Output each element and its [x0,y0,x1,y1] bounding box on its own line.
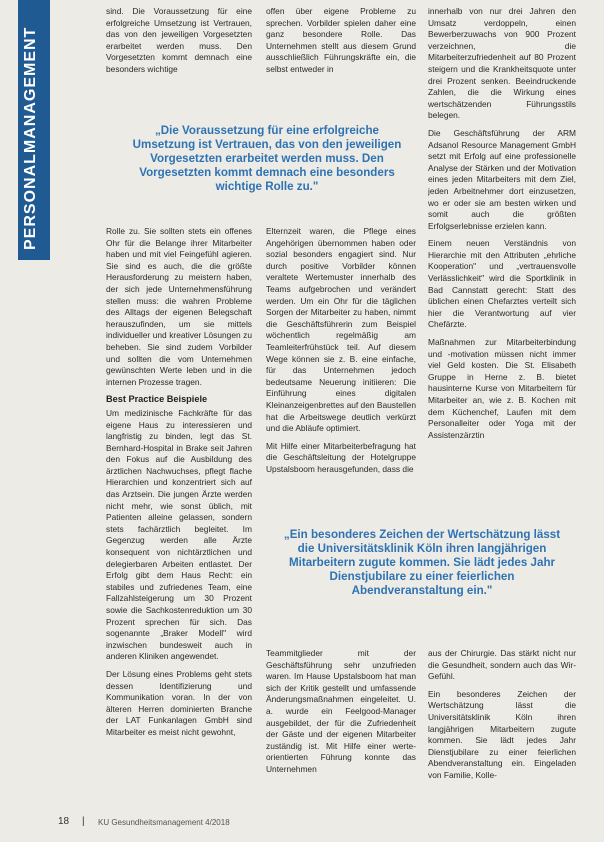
bottom-column-2 [266,648,416,808]
bottom-column-3 [428,648,576,808]
paragraph: Rolle zu. Sie sollten stets ein offenes Ohr für die Belange ihrer Mitarbeiter haben und mit viel Feingefühl agieren. Sie sind es auch, die die größte Herausforderung zu meistern haben, der sich jede Unternehmensführung stellen muss: die wahren Probleme des Alltags der eigenen Belegschaft herauszufinden, um sie mittels individueller und kreativer Lösungen zu beheben. Sie sind zudem Vorbilder und sollten die vom Unternehmen gewünschten Werte leben und in die internen Prozesse tragen. [106,226,252,387]
paragraph: Teammitglieder mit der Geschäftsführung sehr unzufrieden waren. Im Hause Upstalsboom hat man sich der Kritik gestellt und umfassende Änderungsmaßnahmen eingeleitet. U. a. wurde ein Feelgood-Manager ausgebildet, der für die Zufriedenheit der Gäste und der eigenen Mitarbeiter zuständig ist. Mit Hilfe einer werte-orientierten Führung konnte das Unternehmen [266,648,416,774]
section-heading: Best Practice Beispiele [106,394,208,405]
pull-quote-2: „Ein besonderes Zeichen der Wertschätzung lässt die Universitätsklinik Köln ihren langjährigen Mitarbeitern zugute kommen. Sie lädt jedes Jahr Dienstjubilare zu einer feierlichen Abendveranstaltung ein." [283,528,561,597]
paragraph: Der Lösung eines Problems geht stets dessen Identifizierung und Kommunikation voran. In der von älteren Herren dominierten Branche der LAT Funkanlagen GmbH sind Mitarbeiter es meist nicht gewohnt, [106,668,252,737]
top-column-1 [106,6,252,84]
paragraph: Elternzeit waren, die Pflege eines Angehörigen übernommen haben oder sozial besonders engagiert sind. Nur durch positive Vorbilder können veraltete Wertemuster innerhalb des Teams aufgebrochen und verändert werden. Um ein Ohr für die täglichen Sorgen der Mitarbeiter zu haben, nimmt die Geschäftsführerin zum Beispiel wöchentlich regelmäßig am Teamleiterfrühstück teil. Auf diesem Wege können sie z. B. eine einfache, für das Unternehmen jedoch bedeutsame Neuerung initiieren: Die Einführung eines digitalen Kleinanzeigenbrettes auf den Baustellen hat die Arbeitswege deutlich verkürzt und die Abläufe optimiert. [266,226,416,434]
middle-column [266,226,416,494]
paragraph: aus der Chirurgie. Das stärkt nicht nur die Gesundheit, sondern auch das Wir-Gefühl. [428,648,576,682]
page-footer [0,816,604,842]
paragraph: Einem neuen Verständnis von Hierarchie mit den Attributen „ehrliche Kooperation" und „vertrauensvolle Verlässlichkeit" wird die Sportklinik in Bad Cannstatt gerecht: Statt des üblichen einen Chefarztes verteilt sich hier die Verantwortung auf vier Chefärzte. [428,238,576,330]
pull-quote-1: „Die Voraussetzung für eine erfolgreiche Umsetzung ist Vertrauen, das von den jeweiligen Vorgesetzten erarbeitet werden muss. Den Vorgesetzten kommt demnach eine besonders wichtige Rolle zu." [132,124,402,193]
top-column-2 [266,6,416,84]
page-number: 18 [58,816,70,827]
paragraph: sind. Die Voraussetzung für eine erfolgreiche Umsetzung ist Vertrauen, das von den jeweiligen Vorgesetzten erarbeitet werden muss. Den Vorgesetzten kommt demnach eine besonders wichtige [106,6,252,74]
paragraph: offen über eigene Probleme zu sprechen. Vorbilder spielen daher eine ganz besondere Rolle. Das Unternehmen stellt aus diesem Grund ausschließlich Führungskräfte ein, die selbst entweder in [266,6,416,74]
left-column [106,226,252,804]
paragraph: Maßnahmen zur Mitarbeiterbindung und -motivation müssen nicht immer viel Geld kosten. Die St. Elisabeth Gruppe in Herne z. B. bietet hausinterne Kurse von Mitarbeitern für Mitarbeiter an, wie z. B. Kochen mit dem Küchenchef, Laufen mit dem Personalleiter oder Yoga mit der Assistenzärztin [428,337,576,440]
paragraph: Mit Hilfe einer Mitarbeiterbefragung hat die Geschäftsleitung der Hotelgruppe Upstalsboom herausgefunden, dass die [266,440,416,474]
magazine-name: KU Gesundheitsmanagement 4/2018 [98,818,230,827]
paragraph: innerhalb von nur drei Jahren den Umsatz verdoppeln, einen Bewerberzuwachs von 900 Prozent verzeichnen, die Mitarbeiterzufriedenheit auf 80 Prozent steigern und die Krankheitsquote unter drei Prozent senken. Beeindruckende Zahlen, die die Wirkung eines wertschätzenden Führungsstils belegen. [428,6,576,121]
footer-separator: | [82,816,85,827]
paragraph: Ein besonderes Zeichen der Wertschätzung lässt die Universitätsklinik Köln ihren langjährigen Mitarbeitern zugute kommen. Sie lädt jedes Jahr Dienstjubilare zu einer feierlichen Abendveranstaltung ein. Eingeladen von Familie, Kolle- [428,688,576,780]
paragraph: Die Geschäftsführung der ARM Adsanol Resource Management GmbH setzt mit Erfolg auf eine professionelle Analyse der Stärken und der Motivation eines jeden Mitarbeiters mit dem Ziel, jeden Arbeitnehmer dort einzusetzen, wo er oder sie am besten wirken und somit auch die größten Erfolgserlebnisse erzielen kann. [428,127,576,231]
right-column [428,6,576,478]
paragraph: Um medizinische Fachkräfte für das eigene Haus zu interessieren und langfristig zu binden, legt das St. Bernhard-Hospital in Brake seit Jahren den Fokus auf die Ausbildung des ärztlichen Nachwuchses, pflegt flache Hierarchien und konzentriert sich auf das Arztsein. Die jungen Ärzte werden nicht mehr, wie sonst üblich, mit Patienten alleine gelassen, sondern stets fachärztlich begleitet. Im Gegenzug werden alle Ärzte konsequent von nichtärztlichen und delegierbaren Arbeiten entlastet. Der Erfolg gibt dem Haus Recht: ein stabiles und zufriedenes Team, eine Fallzahlsteigerung um 30 Prozent sowie die Sachkostenreduktion um 30 Prozent sprechen für sich. Das sogenannte „Braker Modell" wird inzwischen bundesweit auch in anderen Kliniken angewendet. [106,407,252,662]
